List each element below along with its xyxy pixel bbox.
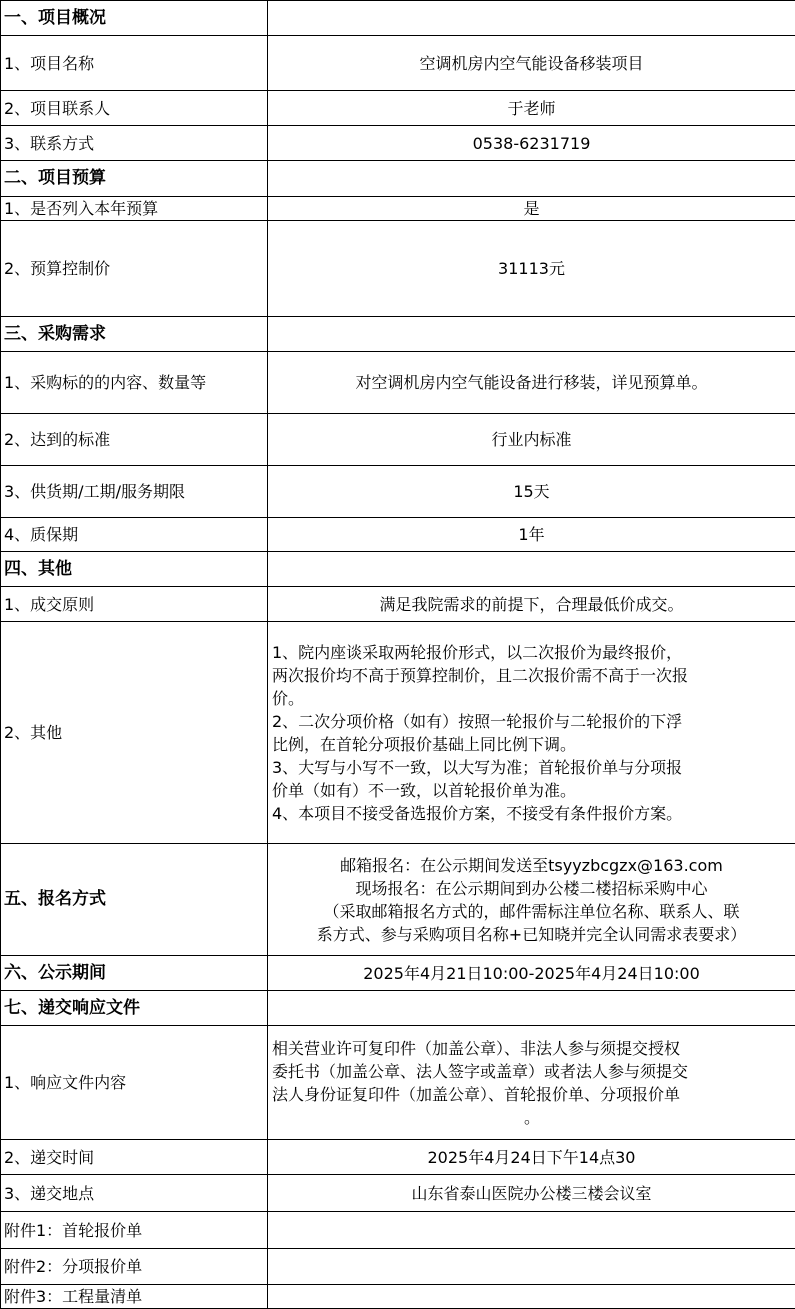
text-line: 4、本项目不接受备选报价方案，不接受有条件报价方案。 (272, 802, 792, 825)
table-row (1, 844, 795, 956)
row-value (268, 991, 795, 1026)
attachment-label: 附件2：分项报价单 (1, 1249, 268, 1285)
section-heading-other: 四、其他 (1, 552, 268, 587)
attachment-label: 附件1：首轮报价单 (1, 1212, 268, 1249)
table-row (1, 552, 795, 587)
table-row (1, 956, 795, 991)
table-row (1, 1212, 795, 1249)
delivery-period-value: 15天 (268, 466, 795, 518)
submission-time-value: 2025年4月24日下午14点30 (268, 1140, 795, 1175)
submission-location-value: 山东省泰山医院办公楼三楼会议室 (268, 1175, 795, 1212)
text-line: 委托书（加盖公章、法人签字或盖章）或者法人参与须提交 (272, 1060, 792, 1083)
section-heading-submission: 七、递交响应文件 (1, 991, 268, 1026)
table-row (1, 317, 795, 352)
table-row (1, 518, 795, 552)
text-line: 两次报价均不高于预算控制价，且二次报价需不高于一次报 (272, 664, 792, 687)
table-row (1, 1175, 795, 1212)
text-line: 系方式、参与采购项目名称+已知晓并完全认同需求表要求） (271, 923, 792, 946)
table-row (1, 1249, 795, 1285)
table-row (1, 91, 795, 126)
in-budget-value: 是 (268, 197, 795, 221)
text-line: 1、院内座谈采取两轮报价形式，以二次报价为最终报价， (272, 641, 792, 664)
text-line: （采取邮箱报名方式的，邮件需标注单位名称、联系人、联 (271, 900, 792, 923)
section-heading-publicity: 六、公示期间 (1, 956, 268, 991)
row-label: 3、递交地点 (1, 1175, 268, 1212)
table-row (1, 221, 795, 317)
table-row (1, 414, 795, 466)
response-documents-value (268, 1026, 795, 1140)
row-label: 4、质保期 (1, 518, 268, 552)
row-value (268, 317, 795, 352)
text-line: 价。 (272, 687, 792, 710)
text-line: 法人身份证复印件（加盖公章）、首轮报价单、分项报价单 (272, 1083, 792, 1106)
text-line: 相关营业许可复印件（加盖公章）、非法人参与须提交授权 (272, 1037, 792, 1060)
attachment-label: 附件3：工程量清单 (1, 1285, 268, 1309)
row-value (268, 161, 795, 197)
standard-value: 行业内标准 (268, 414, 795, 466)
row-value (268, 552, 795, 587)
contact-phone-value: 0538-6231719 (268, 126, 795, 161)
row-label: 1、响应文件内容 (1, 1026, 268, 1140)
publicity-period-value: 2025年4月21日10:00-2025年4月24日10:00 (268, 956, 795, 991)
section-heading-registration: 五、报名方式 (1, 844, 268, 956)
text-line: 比例，在首轮分项报价基础上同比例下调。 (272, 733, 792, 756)
row-label: 1、是否列入本年预算 (1, 197, 268, 221)
row-label: 2、其他 (1, 622, 268, 844)
table-row (1, 1026, 795, 1140)
award-principle-value: 满足我院需求的前提下，合理最低价成交。 (268, 587, 795, 622)
row-label: 2、预算控制价 (1, 221, 268, 317)
row-value (268, 1, 795, 36)
table-row (1, 126, 795, 161)
table-row (1, 1140, 795, 1175)
text-line: 价单（如有）不一致，以首轮报价单为准。 (272, 779, 792, 802)
section-heading-overview: 一、项目概况 (1, 1, 268, 36)
table-row (1, 197, 795, 221)
project-name-value: 空调机房内空气能设备移装项目 (268, 36, 795, 91)
warranty-value: 1年 (268, 518, 795, 552)
table-row (1, 1, 795, 36)
text-line: 3、大写与小写不一致，以大写为准；首轮报价单与分项报 (272, 756, 792, 779)
table-row (1, 991, 795, 1026)
row-value (268, 1285, 795, 1309)
procurement-content-value: 对空调机房内空气能设备进行移装，详见预算单。 (268, 352, 795, 414)
table-row (1, 36, 795, 91)
row-label: 1、项目名称 (1, 36, 268, 91)
row-label: 3、供货期/工期/服务期限 (1, 466, 268, 518)
text-line: 2、二次分项价格（如有）按照一轮报价与二轮报价的下浮 (272, 710, 792, 733)
row-label: 2、达到的标准 (1, 414, 268, 466)
table-row (1, 622, 795, 844)
text-line: 现场报名：在公示期间到办公楼二楼招标采购中心 (271, 877, 792, 900)
contact-person-value: 于老师 (268, 91, 795, 126)
table-row (1, 161, 795, 197)
row-label: 1、成交原则 (1, 587, 268, 622)
row-label: 1、采购标的的内容、数量等 (1, 352, 268, 414)
other-terms-value (268, 622, 795, 844)
registration-method-value (268, 844, 795, 956)
row-label: 2、项目联系人 (1, 91, 268, 126)
table-row (1, 466, 795, 518)
row-value (268, 1212, 795, 1249)
row-label: 3、联系方式 (1, 126, 268, 161)
row-value (268, 1249, 795, 1285)
table-row (1, 352, 795, 414)
row-label: 2、递交时间 (1, 1140, 268, 1175)
text-line: 。 (272, 1106, 792, 1129)
table-row (1, 1285, 795, 1309)
table-row (1, 587, 795, 622)
text-line: 邮箱报名：在公示期间发送至tsyyzbcgzx@163.com (271, 854, 792, 877)
section-heading-requirements: 三、采购需求 (1, 317, 268, 352)
section-heading-budget: 二、项目预算 (1, 161, 268, 197)
budget-control-price-value: 31113元 (268, 221, 795, 317)
